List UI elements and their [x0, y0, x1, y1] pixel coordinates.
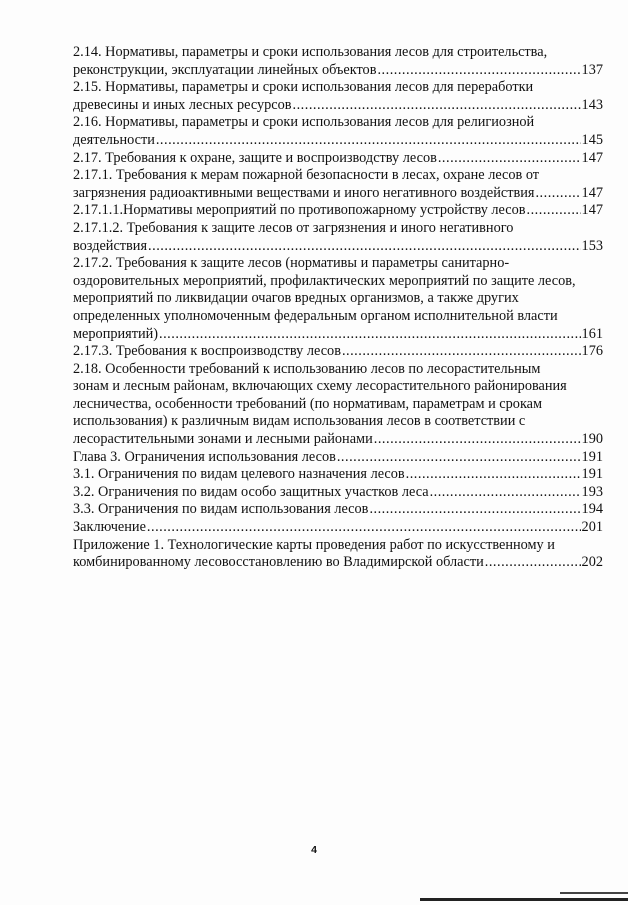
toc-entry-text: мероприятий)	[73, 325, 159, 342]
toc-entry-text: зонам и лесным районам, включающих схему лесорастительного районирования	[73, 378, 567, 395]
toc-entry-text: 3.2. Ограничения по видам особо защитных участков леса	[73, 483, 429, 500]
toc-entry	[73, 114, 603, 149]
toc-entry-line	[73, 185, 603, 203]
dot-leader	[406, 466, 581, 484]
toc-entry-line	[73, 484, 603, 502]
toc-entry	[73, 167, 603, 202]
scan-artifact	[420, 898, 628, 901]
toc-entry-line	[73, 501, 603, 519]
page-number: 4	[311, 844, 317, 856]
toc-entry	[73, 484, 603, 502]
dot-leader	[159, 326, 581, 344]
dot-leader	[430, 484, 581, 502]
toc-entry-text: 2.17.1.2. Требования к защите лесов от загрязнения и иного негативного	[73, 219, 514, 236]
toc-entry-text: 3.1. Ограничения по видам целевого назначения лесов	[73, 466, 405, 483]
toc-entry-text: 2.18. Особенности требований к использованию лесов по лесорастительным	[73, 360, 541, 377]
toc-entry-text: лесорастительными зонами и лесными районами	[73, 431, 373, 448]
dot-leader	[342, 343, 581, 361]
toc-page-number: 161	[581, 325, 603, 342]
toc-entry-text: 2.17.1.1.Нормативы мероприятий по противопожарному устройству лесов	[73, 202, 526, 219]
toc-entry-line	[73, 431, 603, 449]
toc-entry	[73, 255, 603, 343]
dot-leader	[527, 202, 581, 220]
toc-entry-text: 2.15. Нормативы, параметры и сроки использования лесов для переработки	[73, 79, 534, 96]
dot-leader	[293, 97, 581, 115]
toc-entry-line	[73, 62, 603, 80]
toc-entry	[73, 150, 603, 168]
toc-entry-text: 2.16. Нормативы, параметры и сроки использования лесов для религиозной	[73, 114, 535, 131]
toc-page-number: 176	[581, 343, 603, 360]
scan-artifact	[560, 892, 628, 894]
toc-entry	[73, 519, 603, 537]
dot-leader	[369, 501, 580, 519]
toc-page-number: 191	[581, 466, 603, 483]
toc-page-number: 191	[581, 448, 603, 465]
toc-page-number: 147	[581, 149, 603, 166]
toc-entry-text: использования) к различным видам использования лесов в соответствии с	[73, 413, 526, 430]
toc-entry-line	[73, 97, 603, 115]
toc-page-number: 145	[581, 131, 603, 148]
table-of-contents	[73, 44, 603, 572]
toc-page-number: 193	[581, 483, 603, 500]
toc-entry-text: 2.14. Нормативы, параметры и сроки использования лесов для строительства,	[73, 44, 548, 60]
toc-entry-text: оздоровительных мероприятий, профилактических мероприятий по защите лесов,	[73, 272, 576, 289]
toc-page-number: 153	[581, 237, 603, 254]
dot-leader	[337, 449, 581, 467]
toc-entry	[73, 501, 603, 519]
toc-entry-line	[73, 132, 603, 150]
toc-entry-line	[73, 449, 603, 467]
dot-leader	[148, 238, 581, 256]
toc-entry	[73, 537, 603, 572]
toc-entry-line	[73, 326, 603, 344]
toc-page-number: 194	[581, 501, 603, 518]
toc-entry-text: 2.17.1. Требования к мерам пожарной безопасности в лесах, охране лесов от	[73, 167, 540, 184]
toc-entry	[73, 79, 603, 114]
dot-leader	[485, 554, 581, 572]
toc-entry-text: определенных уполномоченным федеральным органом исполнительной власти	[73, 307, 558, 324]
dot-leader	[374, 431, 581, 449]
toc-entry	[73, 202, 603, 220]
toc-entry	[73, 44, 603, 79]
toc-entry-text: 2.17. Требования к охране, защите и воспроизводству лесов	[73, 149, 437, 166]
dot-leader	[147, 519, 581, 537]
toc-entry-text: воздействия	[73, 237, 148, 254]
toc-entry-text: Заключение	[73, 519, 146, 536]
toc-page-number: 147	[581, 184, 603, 201]
toc-entry-text: мероприятий по ликвидации очагов вредных организмов, а также других	[73, 290, 519, 307]
toc-entry-text: загрязнения радиоактивными веществами и иного негативного воздействия	[73, 184, 535, 201]
toc-entry	[73, 220, 603, 255]
toc-entry-text: древесины и иных лесных ресурсов	[73, 96, 292, 113]
toc-page-number: 201	[581, 519, 603, 536]
toc-page-number: 190	[581, 431, 603, 448]
toc-entry-text: деятельности	[73, 131, 155, 148]
dot-leader	[377, 62, 580, 80]
toc-page-number: 143	[581, 96, 603, 113]
toc-entry-text: комбинированному лесовосстановлению во Владимирской области	[73, 554, 484, 571]
dot-leader	[156, 132, 581, 150]
toc-entry-line	[73, 519, 603, 537]
toc-entry	[73, 449, 603, 467]
toc-entry-text: 3.3. Ограничения по видам использования лесов	[73, 501, 369, 518]
toc-entry-text: Приложение 1. Технологические карты проведения работ по искусственному и	[73, 536, 555, 553]
toc-entry-text: 2.17.3. Требования к воспроизводству лесов	[73, 343, 341, 360]
toc-entry-line	[73, 466, 603, 484]
dot-leader	[535, 185, 580, 203]
toc-page-number: 137	[581, 61, 603, 78]
toc-entry-line	[73, 150, 603, 168]
toc-entry-text: 2.17.2. Требования к защите лесов (нормативы и параметры санитарно-	[73, 255, 510, 272]
toc-entry	[73, 361, 603, 449]
toc-entry-line	[73, 238, 603, 256]
toc-page-number: 202	[581, 554, 603, 571]
toc-entry-text: Глава 3. Ограничения использования лесов	[73, 448, 336, 465]
toc-entry-text: лесничества, особенности требований (по нормативам, параметрам и срокам	[73, 395, 543, 412]
toc-entry-line	[73, 554, 603, 572]
dot-leader	[438, 150, 581, 168]
toc-entry-line	[73, 343, 603, 361]
toc-entry-text: реконструкции, эксплуатации линейных объектов	[73, 61, 377, 78]
toc-entry	[73, 466, 603, 484]
toc-entry-line	[73, 202, 603, 220]
toc-page-number: 147	[581, 202, 603, 219]
toc-entry	[73, 343, 603, 361]
